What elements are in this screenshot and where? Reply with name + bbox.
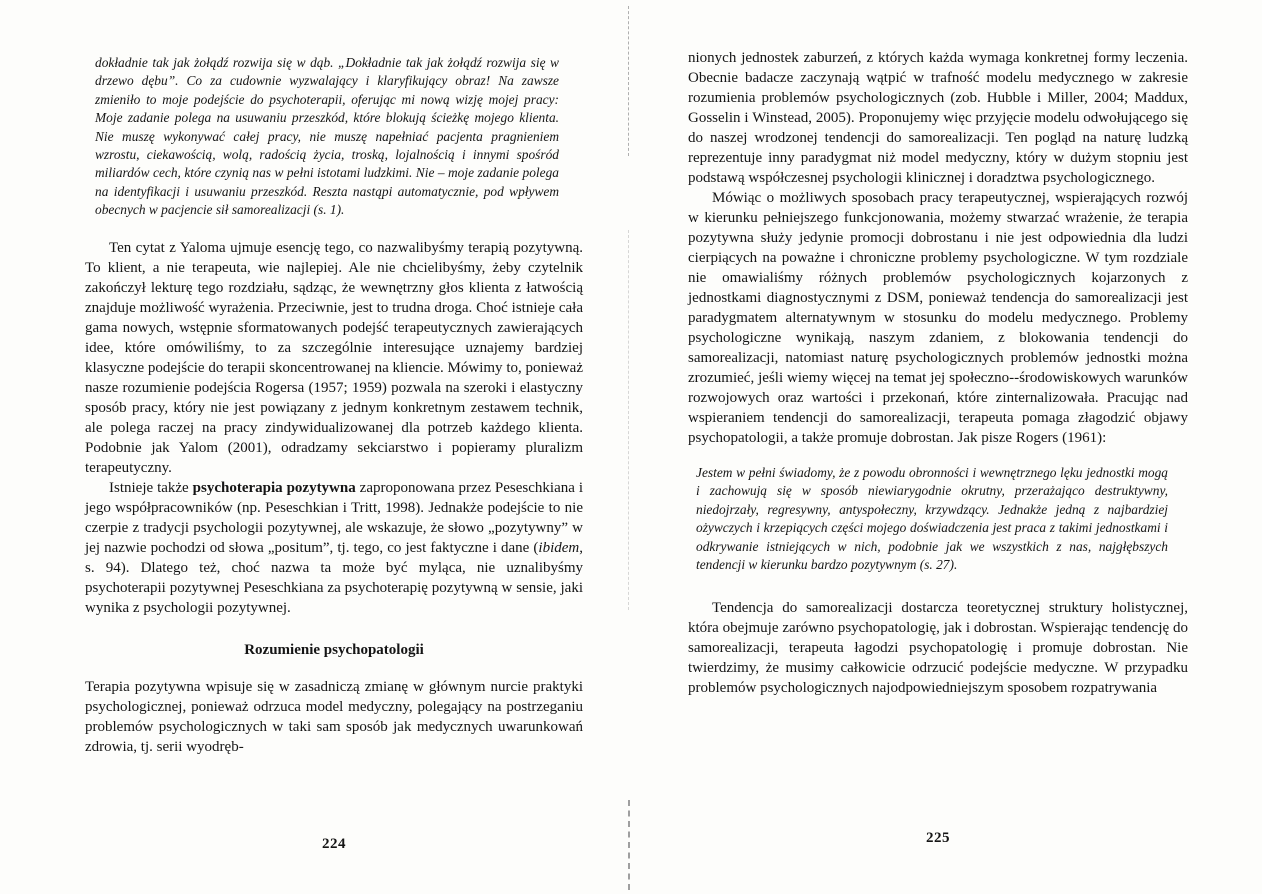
paragraph-right-1: nionych jednostek zaburzeń, z których każda wymaga konkretnej formy leczenia. Obecnie badacze zaczynają wątpić w trafność modelu medycznego w zakresie rozumienia problemów psychologicznych (zob. Hubble i Miller, 2004; Maddux, Gosselin i Winstead, 2005). Proponujemy więc przyjęcie modelu odwołującego się do naszej wrodzonej tendencji do samorealizacji. Ten pogląd na naturę ludzką reprezentuje inny paradygmat niż model medyczny, który w dużym stopniu jest podstawą współczesnej psychologii klinicznej i doradztwa psychologicznego.: [688, 50, 1188, 186]
section-heading: Rozumienie psychopatologii: [244, 641, 424, 658]
binding-fold-line: [628, 230, 629, 610]
text-run: , s. 94). Dlatego też, choć nazwa ta może być myląca, nie uznalibyśmy psychoterapii pozytywnej Peseschkiana za psychoterapię pozytywną w sensie, jaki wynika z psychologii pozytywnej.: [85, 539, 583, 616]
paragraph-left-2: [85, 478, 583, 618]
paragraph-right-3: Tendencja do samorealizacji dostarcza teoretycznej struktury holistycznej, która obejmuje zarówno psychopatologię, jak i dobrostan. Wspierając tendencję do samorealizacji, terapeuta łagodzi psychopatologię i promuje dobrostan. Nie twierdzimy, że musimy całkowicie odrzucić podejście medyczne. W przypadku problemów psychologicznych najodpowiedniejszym sposobem rozpatrywania: [688, 600, 1188, 697]
block-quote-rogers: Jestem w pełni świadomy, że z powodu obronności i wewnętrznego lęku jednostki mogą i zachowują się w sposób niewiarygodnie okrutny, przerażająco destruktywny, niedojrzały, regresywny, antyspołeczny, krzywdzący. Jednakże jedną z najbardziej ożywczych i krzepiących części mojego doświadczenia jest praca z takimi jednostkami i odkrywanie istniejących w nich, podobnie jak we wszystkich z nas, najgłębszych tendencji w kierunku bardzo pozytywnym (s. 27).: [696, 465, 1168, 573]
page-left: [85, 54, 583, 757]
binding-fold-line: [628, 6, 629, 156]
text-run: Istnieje także: [109, 479, 193, 496]
paragraph-left-3: Terapia pozytywna wpisuje się w zasadniczą zmianę w głównym nurcie praktyki psychologicznej, ponieważ odrzuca model medyczny, polegający na postrzeganiu problemów psychologicznych w taki sam sposób jak medycznych uwarunkowań zdrowia, tj. serii wyodręb-: [85, 678, 583, 755]
bold-term-psychoterapia-pozytywna: psychoterapia pozytywna: [192, 479, 356, 496]
page-right: [688, 48, 1188, 698]
page-number-right: 225: [926, 830, 950, 846]
paragraph-right-2: Mówiąc o możliwych sposobach pracy terapeutycznej, wspierających rozwój w kierunku pełniejszego funkcjonowania, możemy stwarzać wrażenie, że terapia pozytywna służy jedynie promocji dobrostanu i nie jest odpowiednia dla ludzi cierpiących na poważne i chroniczne problemy psychologiczne. W tym rozdziale nie omawialiśmy różnych problemów psychologicznych kojarzonych z jednostkami diagnostycznymi z DSM, ponieważ tendencja do samorealizacji jest paradygmatem alternatywnym w stosunku do modelu medycznego. Problemy psychologiczne wynikają, naszym zdaniem, z blokowania tendencji do samorealizacji, natomiast naturę psychologicznych problemów jednostki można zrozumieć, jeśli wiemy więcej na temat jej społeczno--środowiskowych warunków rozwojowych oraz wartości i przekonań, które zinternalizowała. Pracując nad wspieraniem tendencji do samorealizacji, terapeuta pomaga złagodzić objawy psychopatologii, a także promuje dobrostan. Jak pisze Rogers (1961):: [688, 190, 1188, 446]
italic-term-ibidem: ibidem: [538, 539, 580, 556]
binding-fold-line: [628, 800, 630, 890]
paragraph-left-1: Ten cytat z Yaloma ujmuje esencję tego, co nazwalibyśmy terapią pozytywną. To klient, a nie terapeuta, wie najlepiej. Ale nie chcielibyśmy, żeby czytelnik zakończył lekturę tego rozdziału, sądząc, że wewnętrzny głos klienta z łatwością znajduje możliwość wyrażenia. Przeciwnie, jest to trudna droga. Choć istnieje cała gama nowych, wstępnie sformatowanych podejść terapeutycznych zawierających idee, które omówiliśmy, to za szczególnie interesujące uznajemy bardziej klasyczne podejście do terapii skoncentrowanej na kliencie. Mówimy to, ponieważ nasze rozumienie podejścia Rogersa (1957; 1959) pozwala na szeroki i elastyczny sposób pracy, który nie jest powiązany z jednym konkretnym zestawem technik, ale polega raczej na pracy zindywidualizowanej dla potrzeb każdego klienta. Podobnie jak Yalom (2001), odradzamy sekciarstwo i popieramy pluralizm terapeutyczny.: [85, 239, 583, 476]
block-quote-yalom: dokładnie tak jak żołądź rozwija się w dąb. „Dokładnie tak jak żołądź rozwija się w drzewo dębu”. Co za cudownie wyzwalający i klaryfikujący obraz! Na zawsze zmieniło to moje podejście do psychoterapii, oferując mi nową wizję mojej pracy: Moje zadanie polega na usuwaniu przeszkód, które blokują ścieżkę mojego klienta. Nie muszę wykonywać całej pracy, nie muszę napełniać pacjenta pragnieniem wzrostu, ciekawością, wolą, radością życia, troską, lojalnością i innymi spośród miliardów cech, które czynią nas w pełni istotami ludzkimi. Nie – moje zadanie polega na identyfikacji i usuwaniu przeszkód. Reszta nastąpi automatycznie, pod wpływem obecnych w pacjencie sił samorealizacji (s. 1).: [95, 55, 559, 218]
page-number-left: 224: [322, 836, 346, 852]
text-run: zaproponowana przez Peseschkiana i jego współpracowników (np. Peseschkian i Tritt, 1998). Jednakże podejście to nie czerpie z tradycji psychologii pozytywnej, ale wskazuje, że słowo „pozytywny” w jej nazwie pochodzi od słowa „positum”, tj. tego, co jest faktyczne i dane (: [85, 479, 583, 556]
